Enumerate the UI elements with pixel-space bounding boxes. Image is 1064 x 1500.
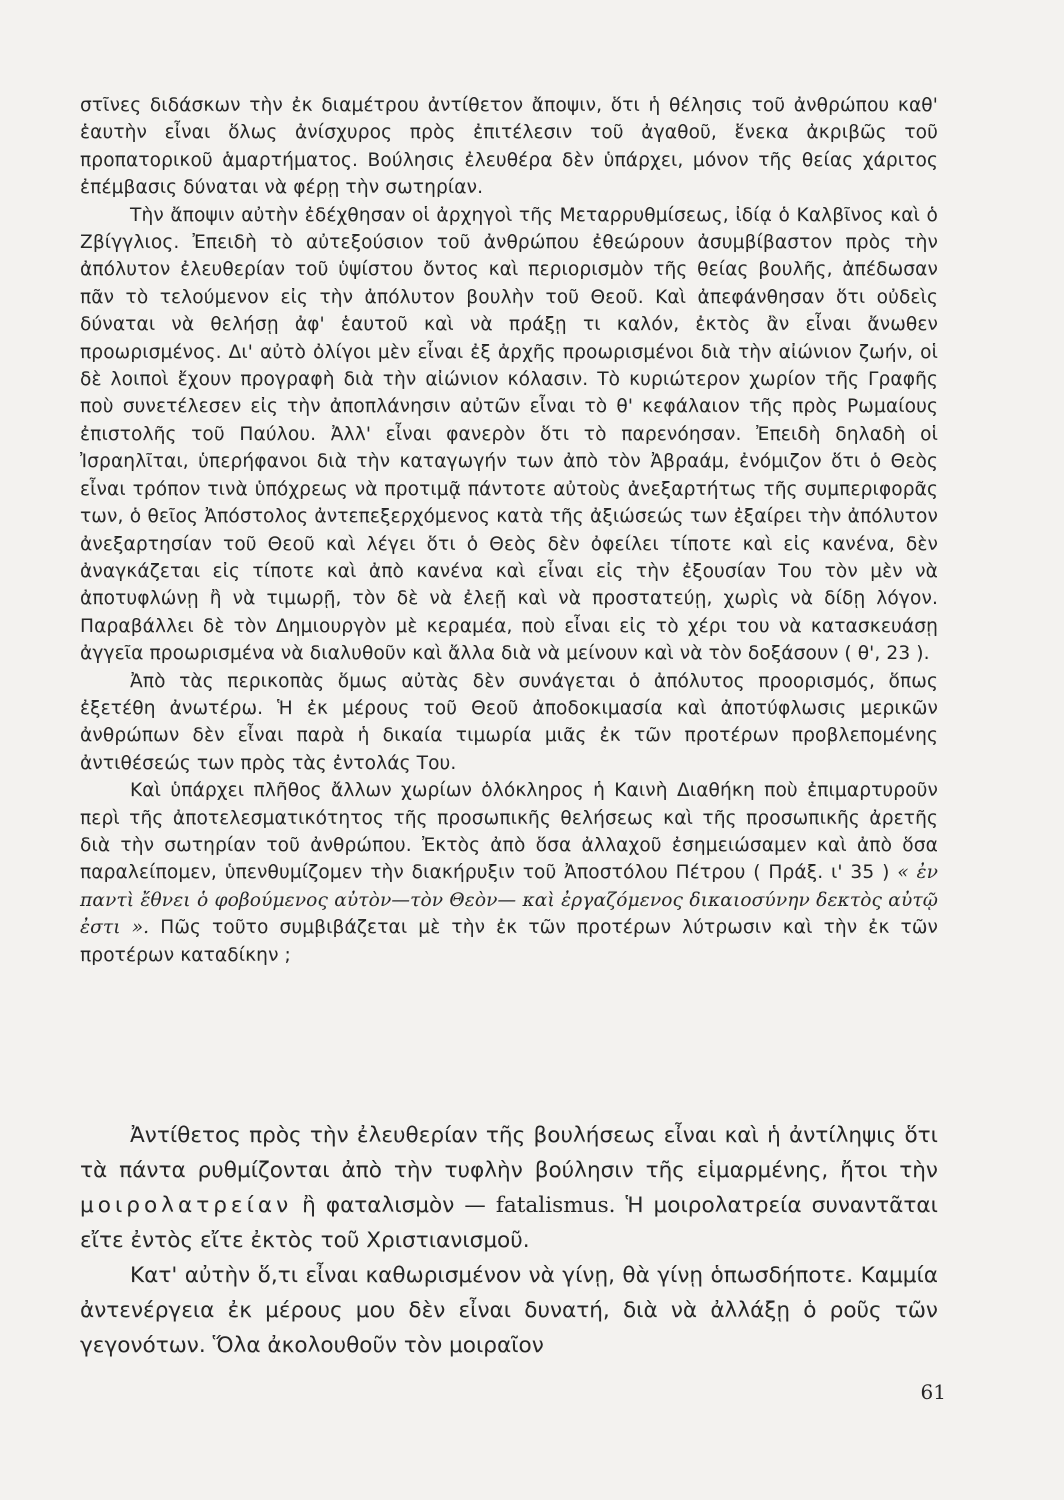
large-paragraph-1-c: Ἡ μοιρολατρεία συναντᾶται εἴτε ἐντὸς εἴτε ἐκτὸς τοῦ Χριστιανισμοῦ. xyxy=(80,1193,938,1253)
large-paragraph-1-a: Ἀντίθετος πρὸς τὴν ἐλευθερίαν τῆς βουλήσεως εἶναι καὶ ἡ ἀντίληψις ὅτι τὰ πάντα ρυθμίζονται ἀπὸ τὴν τυφλὴν βούλησιν τῆς εἱμαρμένης, ἤτοι τὴν xyxy=(80,1123,938,1183)
spaced-term: μοιρολατρείαν xyxy=(80,1193,293,1218)
paragraph-4-text-b: Πῶς τοῦτο συμβιβάζεται μὲ τὴν ἐκ τῶν προτέρων λύτρωσιν καὶ τὴν ἐκ τῶν προτέρων καταδίκην ; xyxy=(80,917,938,966)
paragraph-3: Ἀπὸ τὰς περικοπὰς ὅμως αὐτὰς δὲν συνάγεται ὁ ἀπόλυτος προορισμός, ὅπως ἐξετέθη ἀνωτέρω. Ἡ ἐκ μέρους τοῦ Θεοῦ ἀποδοκιμασία καὶ ἀποτύφλωσις μερικῶν ἀνθρώπων δὲν εἶναι παρὰ ἡ δικαία τιμωρία μιᾶς ἐκ τῶν προτέρων προβλεπομένης ἀντιθέσεώς των πρὸς τὰς ἐντολάς Του. xyxy=(80,670,938,774)
paragraph-2: Τὴν ἄποψιν αὐτὴν ἐδέχθησαν οἱ ἀρχηγοὶ τῆς Μεταρρυθμίσεως, ἰδίᾳ ὁ Καλβῖνος καὶ ὁ Ζβίγγλιος. Ἐπειδὴ τὸ αὐτεξούσιον τοῦ ἀνθρώπου ἐθεώρουν ἀσυμβίβαστον πρὸς τὴν ἀπόλυτον ἐλευθερίαν τοῦ ὑψίστου ὄντος καὶ περιορισμὸν τῆς θείας βουλῆς, ἀπέδωσαν πᾶν τὸ τελούμενον εἰς τὴν ἀπόλυτον βουλὴν τοῦ Θεοῦ. Καὶ ἀπεφάνθησαν ὅτι οὐδεὶς δύναται νὰ θελήσῃ ἀφ' ἑαυτοῦ καὶ νὰ πράξῃ τι καλόν, ἐκτὸς ἂν εἶναι ἄνωθεν προωρισμένος. Δι' αὐτὸ ὀλίγοι μὲν εἶναι ἐξ ἀρχῆς προωρισμένοι διὰ τὴν αἰώνιον ζωήν, οἱ δὲ λοιποὶ ἔχουν προγραφὴ διὰ τὴν αἰώνιον κόλασιν. Τὸ κυριώτερον χωρίον τῆς Γραφῆς ποὺ συνετέλεσεν εἰς τὴν ἀποπλάνησιν αὐτῶν εἶναι τὸ θ' κεφάλαιον τῆς πρὸς Ρωμαίους ἐπιστολῆς τοῦ Παύλου. Ἀλλ' εἶναι φανερὸν ὅτι τὸ παρενόησαν. Ἐπειδὴ δηλαδὴ οἱ Ἰσραηλῖται, ὑπερήφανοι διὰ τὴν καταγωγήν των ἀπὸ τὸν Ἀβραάμ, ἐνόμιζον ὅτι ὁ Θεὸς εἶναι τρόπον τινὰ ὑπόχρεως νὰ προτιμᾷ πάντοτε αὐτοὺς ἀνεξαρτήτως τῆς συμπεριφορᾶς των, ὁ θεῖος Ἀπόστολος ἀντεπεξερχόμενος κατὰ τῆς ἀξιώσεώς των ἐξαίρει τὴν ἀπόλυτον ἀνεξαρτησίαν τοῦ Θεοῦ καὶ λέγει ὅτι ὁ Θεὸς δὲν ὀφείλει τίποτε καὶ εἰς κανένα, δὲν ἀναγκάζεται εἰς τίποτε καὶ ἀπὸ κανένα καὶ εἶναι εἰς τὴν ἐξουσίαν Του τὸν μὲν νὰ ἀποτυφλώνῃ ἢ νὰ τιμωρῇ, τὸν δὲ νὰ ἐλεῇ καὶ νὰ προστατεύῃ, χωρὶς νὰ δίδῃ λόγον. Παραβάλλει δὲ τὸν Δημιουργὸν μὲ κεραμέα, ποὺ εἶναι εἰς τὸ χέρι του νὰ κατασκευάσῃ ἀγγεῖα προωρισμένα νὰ διαλυθοῦν καὶ ἄλλα διὰ νὰ μείνουν καὶ νὰ τὸν δοξάσουν ( θ', 23 ). xyxy=(80,204,938,665)
page-number: 61 xyxy=(920,1380,946,1404)
paragraph-1: στῖνες διδάσκων τὴν ἐκ διαμέτρου ἀντίθετον ἄποψιν, ὅτι ἡ θέλησις τοῦ ἀνθρώπου καθ' ἑαυτὴν εἶναι ὅλως ἀνίσχυρος πρὸς ἐπιτέλεσιν τοῦ ἀγαθοῦ, ἕνεκα ἀκριβῶς τοῦ προπατορικοῦ ἁμαρτήματος. Βούλησις ἐλευθέρα δὲν ὑπάρχει, μόνον τῆς θείας χάριτος ἐπέμβασις δύναται νὰ φέρῃ τὴν σωτηρίαν. xyxy=(80,95,938,199)
paragraph-4-text-a: Καὶ ὑπάρχει πλῆθος ἄλλων χωρίων ὁλόκληρος ἡ Καινὴ Διαθήκη ποὺ ἐπιμαρτυροῦν περὶ τῆς ἀποτελεσματικότητος τῆς προσωπικῆς θελήσεως καὶ τῆς προσωπικῆς ἀρετῆς διὰ τὴν σωτηρίαν τοῦ ἀνθρώπου. Ἐκτὸς ἀπὸ ὅσα ἀλλαχοῦ ἐσημειώσαμεν καὶ ἀπὸ ὅσα παραλείπομεν, ὑπενθυμίζομεν τὴν διακήρυξιν τοῦ Ἀποστόλου Πέτρου ( Πράξ. ι' 35 ) xyxy=(80,780,938,884)
scripture-quote: « ἐν παντὶ ἔθνει ὁ φοβούμενος αὐτὸν—τὸν Θεὸν— καὶ ἐργαζόμενος δικαιοσύνην δεκτὸς αὐτῷ ἐστι ». xyxy=(80,862,939,939)
large-paragraph-2: Κατ' αὐτὴν ὅ,τι εἶναι καθωρισμένον νὰ γίνῃ, θὰ γίνῃ ὁπωσδήποτε. Καμμία ἀντενέργεια ἐκ μέρους μου δὲν εἶναι δυνατή, διὰ νὰ ἀλλάξῃ ὁ ροῦς τῶν γεγονότων. Ὅλα ἀκολουθοῦν τὸν μοιραῖον xyxy=(80,1263,938,1358)
body-text-small xyxy=(80,92,938,969)
body-text-large xyxy=(80,1118,938,1363)
paragraph-4 xyxy=(80,777,938,969)
large-paragraph-1 xyxy=(80,1118,938,1258)
large-paragraph-1-b: ἢ φαταλισμὸν — xyxy=(302,1193,486,1218)
latin-term: fatalismus. xyxy=(495,1193,616,1218)
